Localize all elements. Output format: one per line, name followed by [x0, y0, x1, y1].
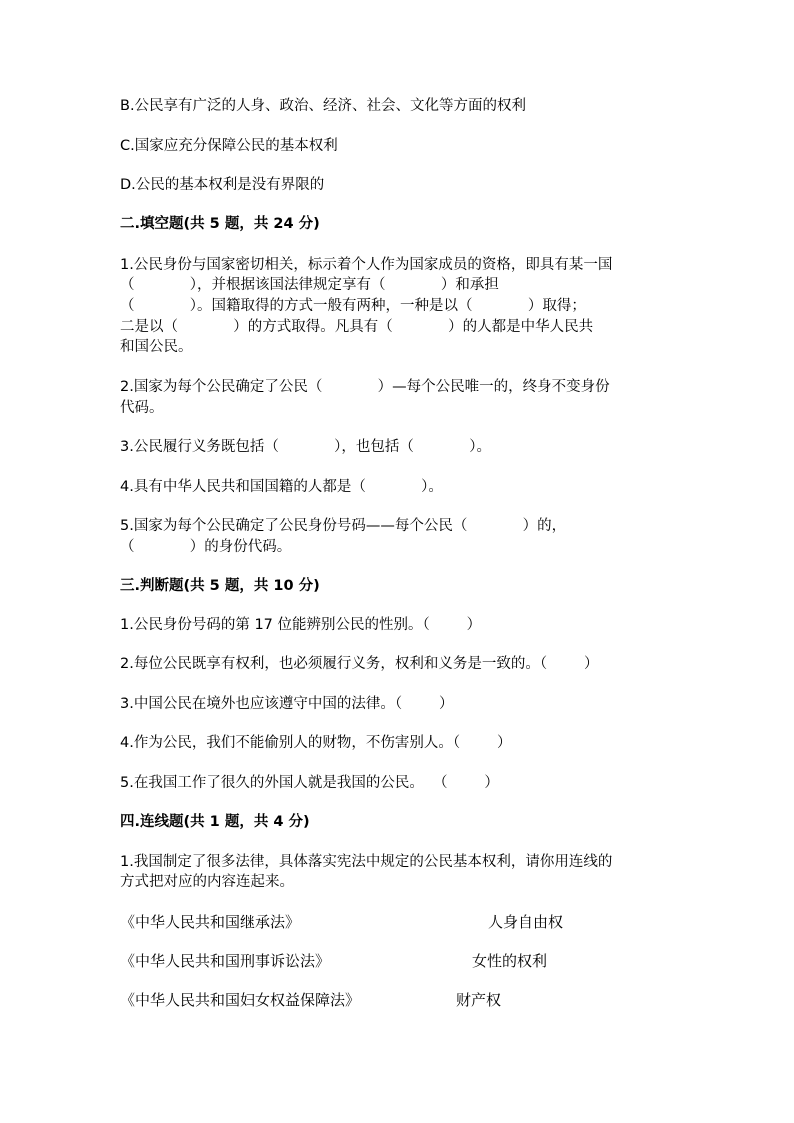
judge-q4: 4.作为公民，我们不能偷别人的财物，不伤害别人。（ ） [120, 735, 512, 751]
fill-q2-line1: 2.国家为每个公民确定了公民（ ）—每个公民唯一的，终身不变身份 [120, 379, 610, 395]
connect-left-2: 《中华人民共和国刑事诉讼法》 [120, 952, 331, 970]
judge-q1: 1.公民身份号码的第 17 位能辨别公民的性别。（ ） [120, 617, 482, 633]
option-b: B.公民享有广泛的人身、政治、经济、社会、文化等方面的权利 [120, 98, 527, 114]
connect-right-1: 人身自由权 [488, 913, 564, 931]
judge-q3: 3.中国公民在境外也应该遵守中国的法律。（ ） [120, 696, 454, 712]
fill-q1-line2: （ ），并根据该国法律规定享有（ ）和承担 [120, 277, 499, 293]
option-c: C.国家应充分保障公民的基本权利 [120, 138, 338, 154]
connect-left-1: 《中华人民共和国继承法》 [120, 913, 301, 931]
connect-right-2: 女性的权利 [472, 952, 548, 970]
fill-q1-line1: 1.公民身份与国家密切相关，标示着个人作为国家成员的资格，即具有某一国 [120, 257, 613, 273]
fill-q5-line2: （ ）的身份代码。 [120, 539, 292, 555]
fill-q4: 4.具有中华人民共和国国籍的人都是（ ）。 [120, 479, 443, 495]
judge-q2: 2.每位公民既享有权利，也必须履行义务，权利和义务是一致的。（ ） [120, 656, 599, 672]
fill-q1-line3: （ ）。国籍取得的方式一般有两种，一种是以（ ）取得； [120, 298, 586, 314]
judge-q5: 5.在我国工作了很久的外国人就是我国的公民。 （ ） [120, 775, 499, 791]
fill-q5-line1: 5.国家为每个公民确定了公民身份号码——每个公民（ ）的， [120, 518, 567, 534]
fill-q1-line4: 二是以（ ）的方式取得。凡具有（ ）的人都是中华人民共 [120, 319, 594, 335]
connect-q1-line1: 1.我国制定了很多法律，具体落实宪法中规定的公民基本权利，请你用连线的 [120, 854, 613, 870]
connect-section-heading: 四.连线题(共 1 题，共 4 分) [120, 814, 310, 830]
connect-q1-line2: 方式把对应的内容连起来。 [120, 874, 294, 890]
fill-q2-line2: 代码。 [120, 400, 164, 416]
connect-right-3: 财产权 [456, 991, 502, 1009]
option-d: D.公民的基本权利是没有界限的 [120, 177, 325, 193]
fill-q3: 3.公民履行义务既包括（ ），也包括（ ）。 [120, 439, 491, 455]
connect-left-3: 《中华人民共和国妇女权益保障法》 [120, 991, 361, 1009]
judge-section-heading: 三.判断题(共 5 题，共 10 分) [120, 578, 320, 594]
fill-section-heading: 二.填空题(共 5 题，共 24 分) [120, 216, 320, 232]
fill-q1-line5: 和国公民。 [120, 339, 193, 355]
